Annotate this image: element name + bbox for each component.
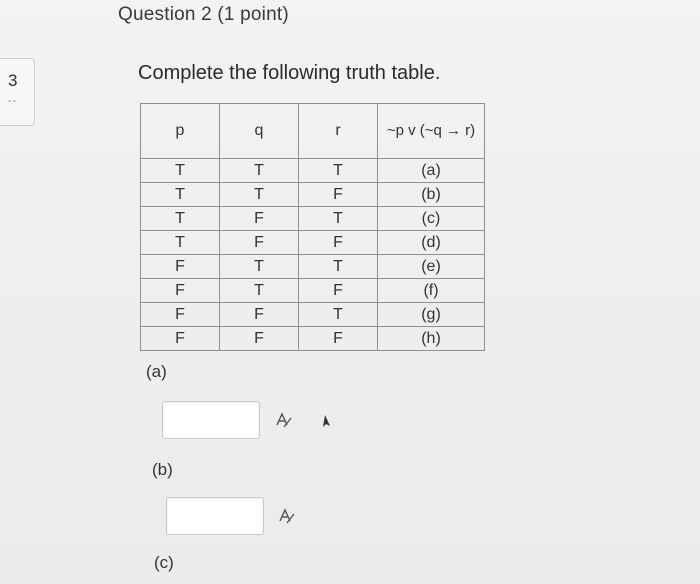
answer-a-input[interactable] — [162, 401, 260, 439]
table-row — [141, 207, 485, 231]
question-status: -- — [8, 95, 18, 107]
table-row — [141, 231, 485, 255]
cell-p: F — [141, 279, 220, 303]
cell-r: F — [299, 327, 378, 351]
answer-b-label: (b) — [152, 460, 173, 479]
header-expression: ~p v (~q → r) — [378, 104, 485, 159]
question-number: 3 — [8, 71, 18, 90]
table-row — [141, 279, 485, 303]
mouse-pointer-icon — [318, 414, 332, 430]
cell-q: T — [220, 255, 299, 279]
cell-q: F — [220, 231, 299, 255]
cell-expression: (g) — [378, 303, 485, 327]
cell-q: T — [220, 159, 299, 183]
cell-r: T — [299, 303, 378, 327]
table-row — [141, 159, 485, 183]
cell-q: F — [220, 207, 299, 231]
cell-r: F — [299, 231, 378, 255]
table-row — [141, 303, 485, 327]
cell-r: T — [299, 159, 378, 183]
cell-expression: (c) — [378, 207, 485, 231]
cell-expression: (b) — [378, 183, 485, 207]
cell-r: F — [299, 183, 378, 207]
text-format-icon[interactable] — [278, 507, 296, 525]
text-format-icon[interactable] — [275, 411, 293, 429]
cell-expression: (e) — [378, 255, 485, 279]
cell-r: T — [299, 255, 378, 279]
truth-table-header-row — [141, 104, 485, 159]
cell-r: F — [299, 279, 378, 303]
truth-table — [140, 103, 485, 351]
cell-p: T — [141, 207, 220, 231]
table-row — [141, 255, 485, 279]
cell-expression: (a) — [378, 159, 485, 183]
cell-q: F — [220, 327, 299, 351]
question-number-tab[interactable] — [0, 58, 35, 126]
table-row — [141, 327, 485, 351]
cell-p: T — [141, 159, 220, 183]
cell-p: T — [141, 231, 220, 255]
header-r: r — [299, 104, 378, 159]
question-header: Question 2 (1 point) — [118, 4, 289, 25]
cell-expression: (d) — [378, 231, 485, 255]
cell-r: T — [299, 207, 378, 231]
answer-c-label: (c) — [154, 553, 174, 572]
table-row — [141, 183, 485, 207]
cell-p: F — [141, 327, 220, 351]
cell-q: T — [220, 183, 299, 207]
answer-b-input[interactable] — [166, 497, 264, 535]
cell-expression: (f) — [378, 279, 485, 303]
cell-expression: (h) — [378, 327, 485, 351]
cell-q: T — [220, 279, 299, 303]
cell-p: T — [141, 183, 220, 207]
cell-q: F — [220, 303, 299, 327]
cell-p: F — [141, 303, 220, 327]
answer-a-label: (a) — [146, 362, 167, 381]
header-q: q — [220, 104, 299, 159]
cell-p: F — [141, 255, 220, 279]
header-p: p — [141, 104, 220, 159]
question-instruction: Complete the following truth table. — [138, 62, 441, 84]
